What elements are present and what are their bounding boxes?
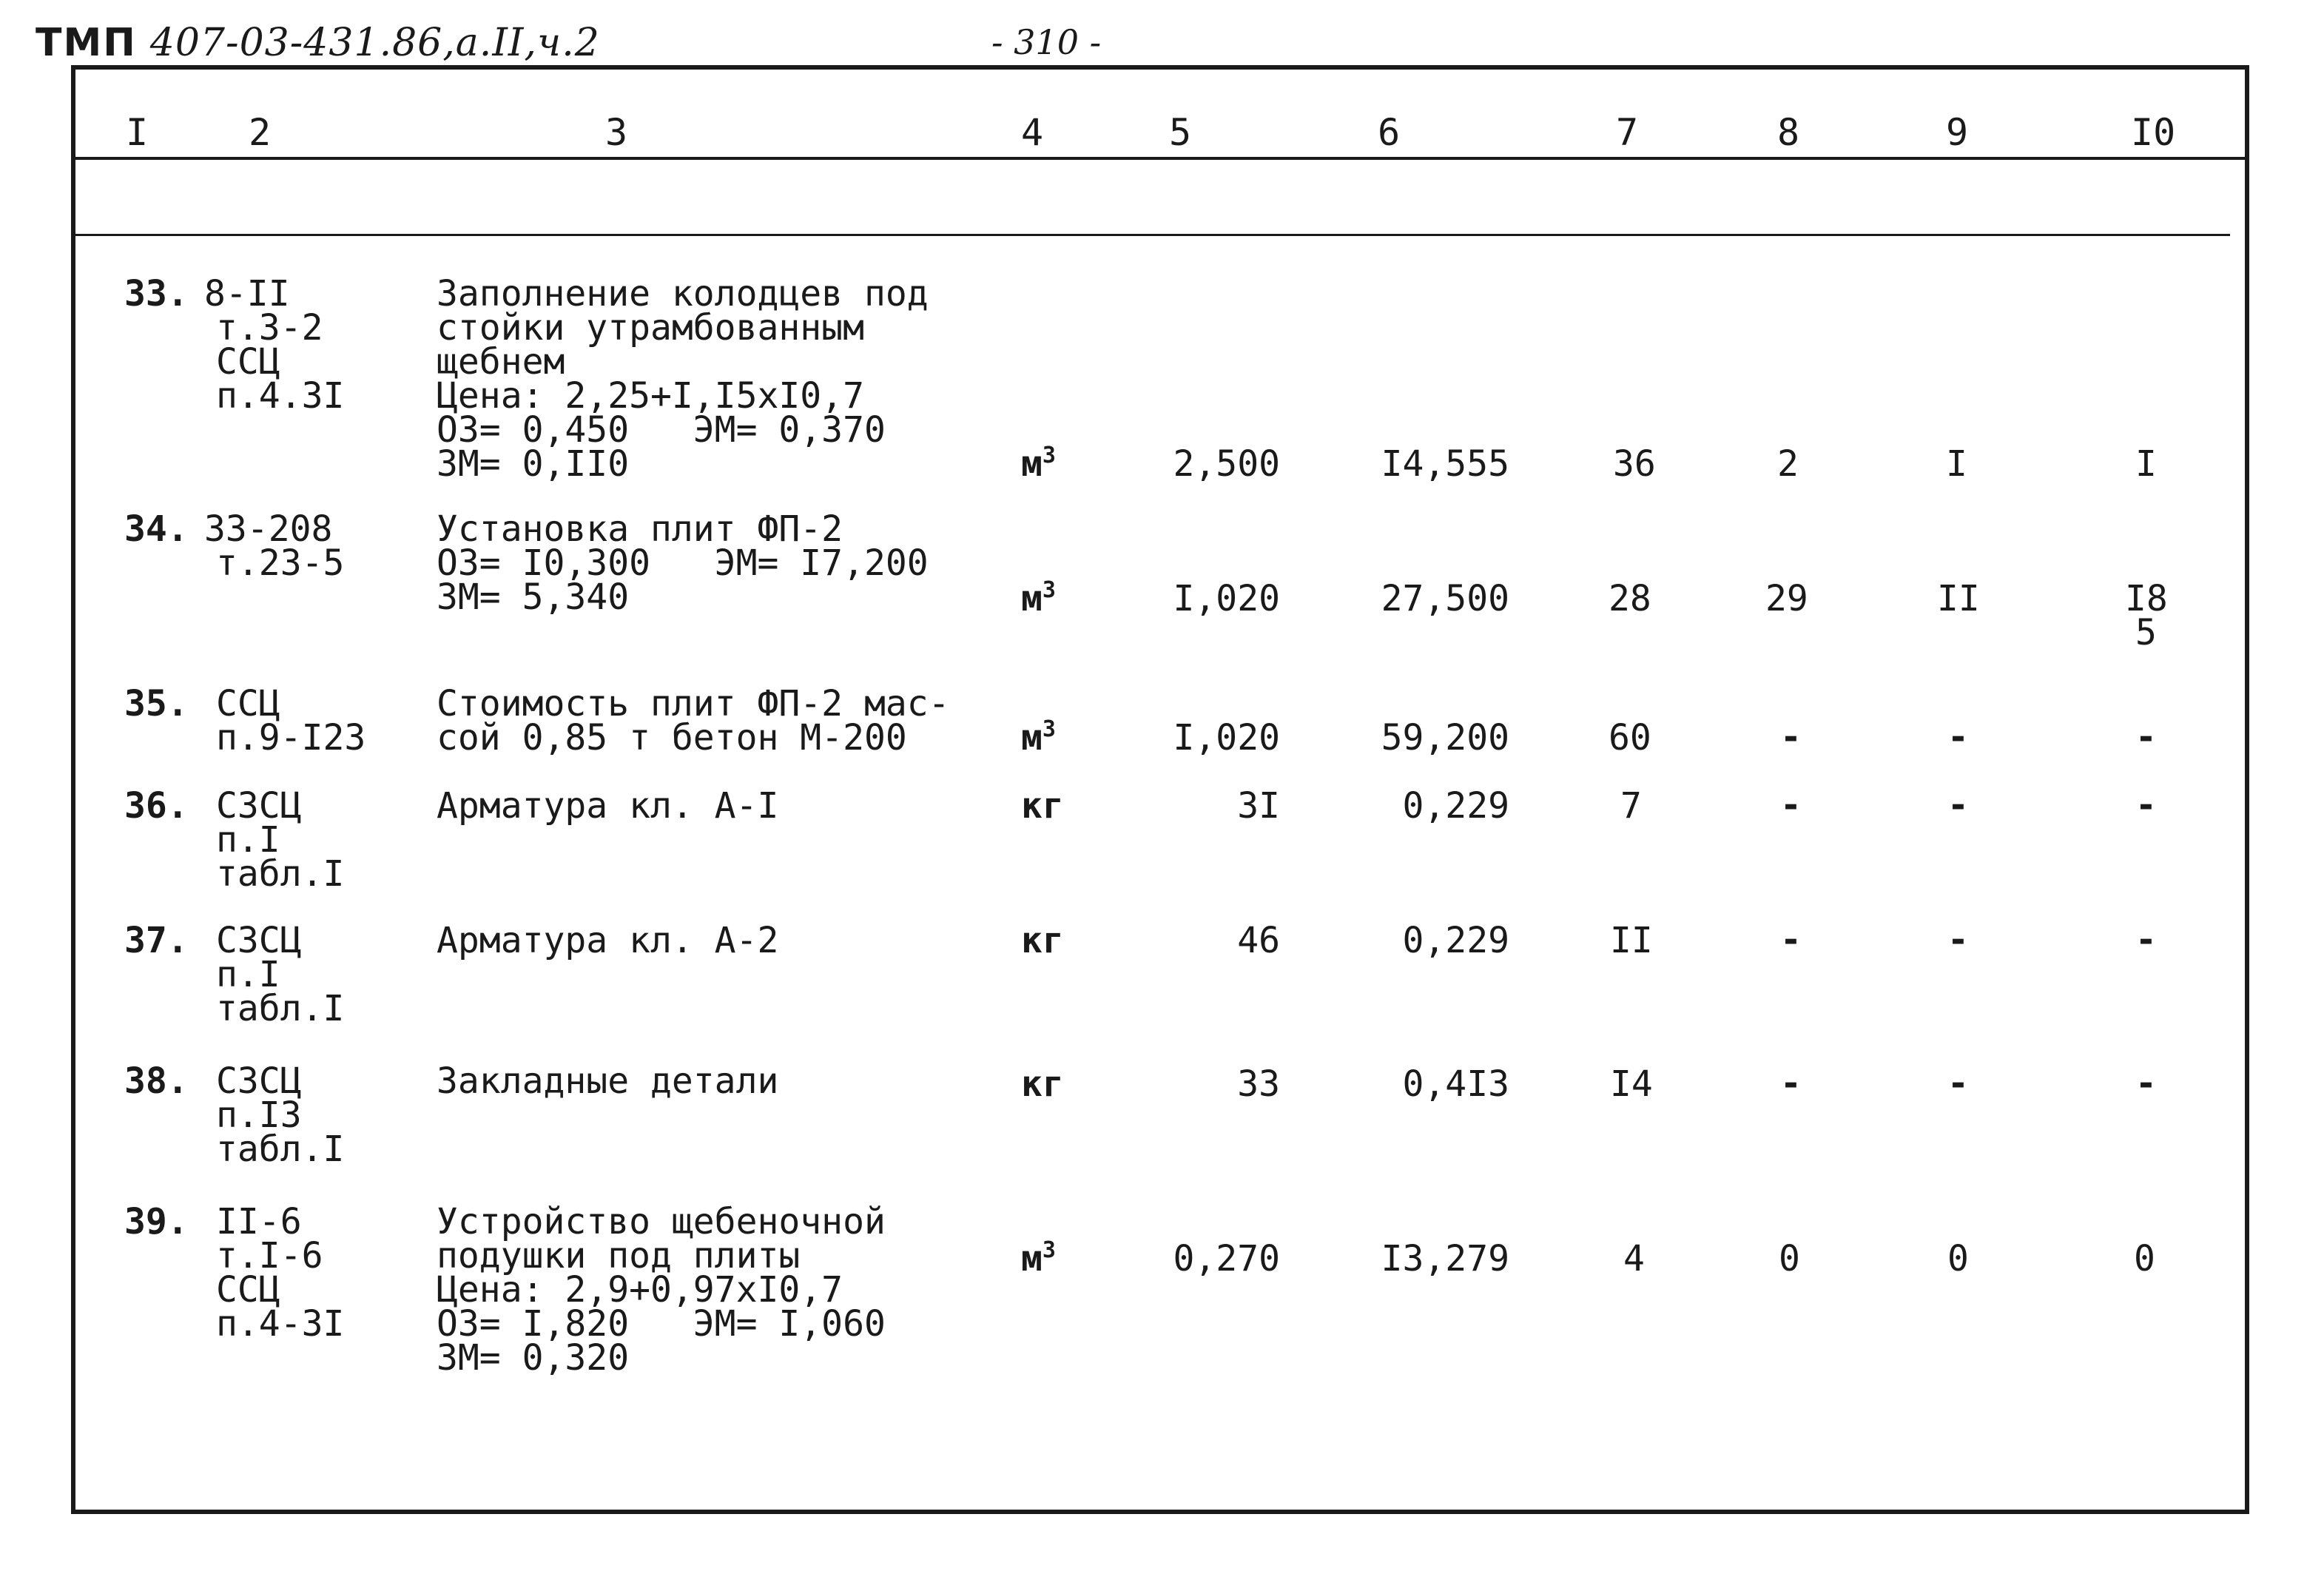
row-code-line: ССЦ [216, 683, 280, 724]
row-description-line: ОЗ= I,820 ЭМ= I,060 [437, 1303, 886, 1345]
col-header-9: 9 [1946, 111, 1969, 154]
row-description-line: сой 0,85 т бетон М-200 [437, 717, 907, 758]
row-description-line: Заполнение колодцев под [437, 273, 929, 314]
row-number: 35. [124, 683, 189, 724]
row-code-line: табл.I [216, 853, 345, 895]
row-col9: - [1947, 919, 1969, 961]
row-unit-price: 27,500 [1381, 578, 1509, 619]
row-description-line: Закладные детали [437, 1060, 779, 1102]
row-col10: I [2135, 443, 2157, 485]
row-code-line: II-6 [216, 1201, 302, 1242]
col-header-7: 7 [1616, 111, 1639, 154]
row-unit: $м^3$ [1021, 577, 1056, 619]
row-unit-price: 0,4I3 [1402, 1063, 1509, 1105]
row-number: 38. [124, 1060, 189, 1102]
row-unit-price: 59,200 [1381, 717, 1509, 758]
row-col8: - [1780, 784, 1802, 826]
row-col7: II [1610, 920, 1653, 961]
row-code-line: ССЦ [216, 1269, 280, 1311]
row-description-line: ОЗ= 0,450 ЭМ= 0,370 [437, 409, 886, 451]
col-header-5: 5 [1169, 111, 1192, 154]
row-quantity: 46 [1237, 920, 1280, 961]
row-unit: кг [1021, 785, 1064, 827]
row-col8: 29 [1765, 578, 1808, 619]
row-col8: - [1780, 1063, 1802, 1104]
row-quantity: I,020 [1173, 717, 1280, 758]
col-header-6: 6 [1378, 111, 1401, 154]
row-unit-price: 0,229 [1402, 920, 1509, 961]
row-code-line: 33-208 [204, 508, 333, 550]
row-code-line: ССЦ [216, 341, 280, 383]
row-col9: 0 [1947, 1238, 1969, 1279]
row-col9: - [1947, 784, 1969, 826]
row-col10: - [2135, 1063, 2157, 1104]
row-col7: 28 [1609, 578, 1651, 619]
row-number: 37. [124, 920, 189, 961]
row-number: 36. [124, 785, 189, 827]
row-description-line: ЗМ= 0,II0 [437, 443, 630, 485]
row-col10: - [2135, 784, 2157, 826]
col-header-3: 3 [605, 111, 628, 154]
document-prefix: ТМП [36, 21, 137, 65]
row-number: 34. [124, 508, 189, 550]
col-header-2: 2 [249, 111, 272, 154]
row-description-line: Цена: 2,9+0,97xI0,7 [437, 1269, 843, 1311]
row-description-line: Арматура кл. А-2 [437, 920, 779, 961]
row-col9: I [1946, 443, 1967, 485]
row-code-line: табл.I [216, 988, 345, 1029]
row-code-line: п.9-I23 [216, 717, 366, 758]
row-unit: $м^3$ [1021, 443, 1056, 485]
row-col9: - [1947, 716, 1969, 758]
row-code-line: п.4.3I [216, 375, 345, 417]
row-quantity: 0,270 [1173, 1238, 1280, 1279]
row-code-line: 8-II [204, 273, 290, 314]
row-code-line: п.4-3I [216, 1303, 345, 1345]
row-number: 33. [124, 273, 189, 314]
row-col8: - [1780, 919, 1802, 961]
row-col8: 2 [1777, 443, 1799, 485]
row-description-line: ЗМ= 5,340 [437, 576, 630, 618]
row-description-line: Стоимость плит ФП-2 мас- [437, 683, 950, 724]
row-number: 39. [124, 1201, 189, 1242]
col-header-4: 4 [1021, 111, 1044, 154]
row-description-line: стойки утрамбованным [437, 307, 864, 349]
row-col10: - [2135, 919, 2157, 961]
row-col7: 60 [1609, 717, 1651, 758]
row-unit: кг [1021, 1063, 1064, 1105]
row-description-line: Цена: 2,25+I,I5xI0,7 [437, 375, 864, 417]
row-col8: - [1780, 716, 1802, 758]
row-col10-line2: 5 [2135, 612, 2157, 653]
row-code-line: п.I3 [216, 1094, 302, 1136]
row-description-line: подушки под плиты [437, 1235, 801, 1276]
row-description-line: Установка плит ФП-2 [437, 508, 843, 550]
row-col7: 7 [1620, 785, 1642, 827]
row-quantity: 3I [1237, 785, 1280, 827]
header-divider [75, 157, 2245, 160]
row-col7: 36 [1613, 443, 1656, 485]
row-col10: I8 [2125, 578, 2168, 619]
row-unit: $м^3$ [1021, 716, 1056, 758]
row-unit-price: I4,555 [1381, 443, 1509, 485]
row-code-line: п.I [216, 819, 280, 861]
row-unit: $м^3$ [1021, 1237, 1056, 1279]
page-number: - 310 - [991, 22, 1102, 62]
row-description-line: ОЗ= I0,300 ЭМ= I7,200 [437, 542, 929, 584]
row-code-line: т.23-5 [216, 542, 345, 584]
column-header-divider [75, 234, 2230, 236]
row-col9: II [1937, 578, 1980, 619]
col-header-8: 8 [1777, 111, 1800, 154]
row-code-line: СЗСЦ [216, 1060, 302, 1102]
row-description-line: ЗМ= 0,320 [437, 1337, 630, 1379]
col-header-1: I [126, 111, 149, 154]
row-quantity: 2,500 [1173, 443, 1280, 485]
row-unit: кг [1021, 920, 1064, 961]
row-code-line: СЗСЦ [216, 785, 302, 827]
row-code-line: СЗСЦ [216, 920, 302, 961]
row-code-line: т.I-6 [216, 1235, 323, 1276]
document-number: 407-03-431.86,а.II,ч.2 [149, 21, 600, 65]
row-code-line: табл.I [216, 1128, 345, 1170]
row-col8: 0 [1779, 1238, 1800, 1279]
row-col10: - [2135, 716, 2157, 758]
col-header-10: I0 [2131, 111, 2176, 154]
row-col10: 0 [2134, 1238, 2155, 1279]
row-unit-price: I3,279 [1381, 1238, 1509, 1279]
row-description-line: Устройство щебеночной [437, 1201, 886, 1242]
document-code [36, 21, 600, 65]
row-col7: I4 [1610, 1063, 1653, 1105]
row-quantity: I,020 [1173, 578, 1280, 619]
row-unit-price: 0,229 [1402, 785, 1509, 827]
row-col7: 4 [1623, 1238, 1645, 1279]
row-code-line: т.3-2 [216, 307, 323, 349]
row-col9: - [1947, 1063, 1969, 1104]
row-code-line: п.I [216, 954, 280, 995]
row-description-line: щебнем [437, 341, 565, 383]
row-quantity: 33 [1237, 1063, 1280, 1105]
row-description-line: Арматура кл. А-I [437, 785, 779, 827]
